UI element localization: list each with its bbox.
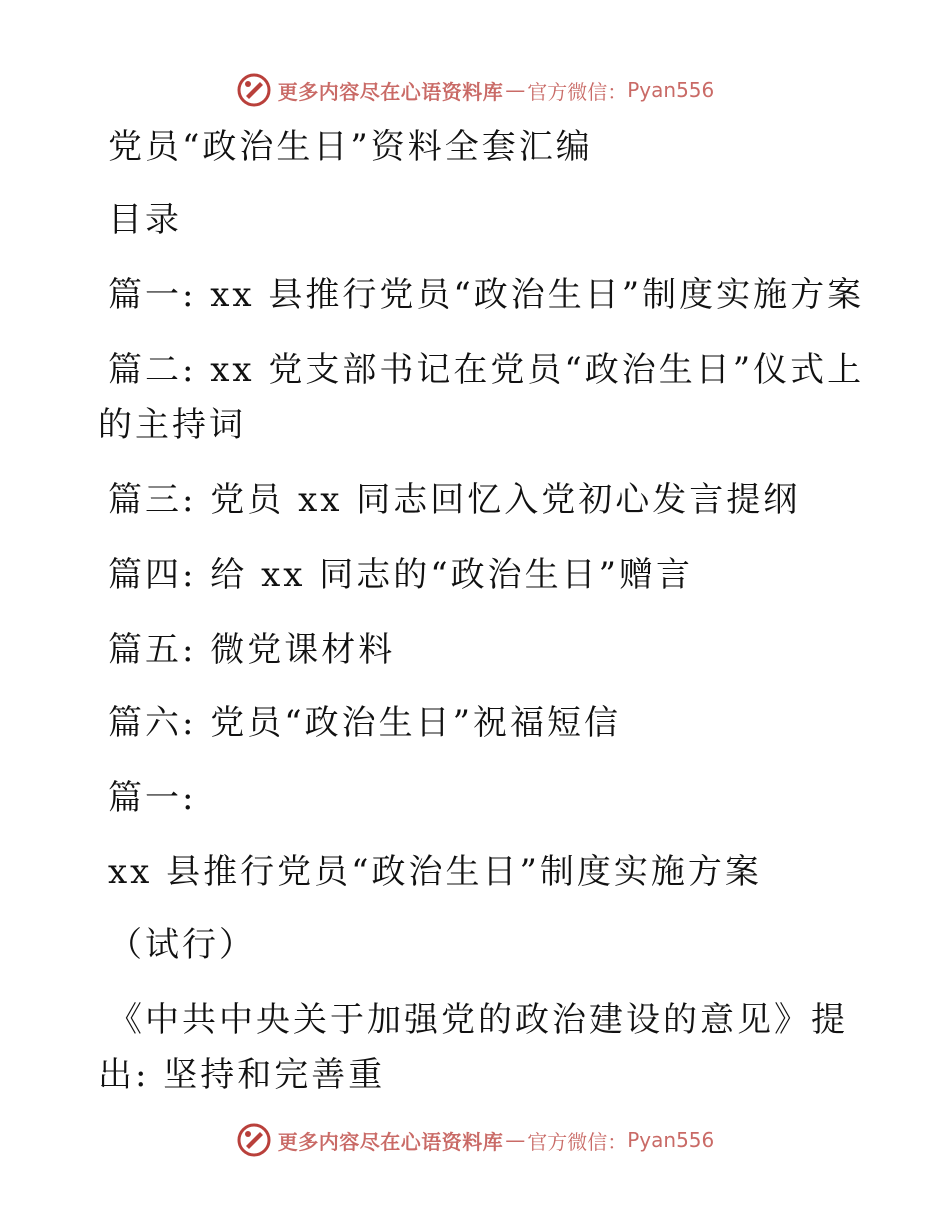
watermark-brand: 更多内容尽在心语资料库 xyxy=(277,1129,504,1154)
document-title: 党员“政治生日”资料全套汇编 xyxy=(108,127,593,167)
toc-item-3: 篇三: 党员 xx 同志回忆入党初心发言提纲 xyxy=(108,480,801,520)
toc-item-2-continued: 的主持词 xyxy=(98,405,246,445)
watermark-wechat-id: Pyan556 xyxy=(627,1128,715,1152)
body-paragraph-line-1: 《中共中央关于加强党的政治建设的意见》提 xyxy=(108,1000,848,1040)
footer-watermark xyxy=(0,1120,950,1160)
toc-item-4: 篇四: 给 xx 同志的“政治生日”赠言 xyxy=(108,555,693,595)
watermark-label: 官方微信： xyxy=(527,79,628,104)
watermark-separator: — xyxy=(505,78,526,102)
watermark-brand: 更多内容尽在心语资料库 xyxy=(277,79,504,104)
section-subtitle: （试行） xyxy=(108,925,256,965)
toc-item-1: 篇一: xx 县推行党员“政治生日”制度实施方案 xyxy=(108,275,865,315)
body-paragraph-line-2: 出: 坚持和完善重 xyxy=(98,1055,386,1095)
watermark-label: 官方微信： xyxy=(527,1129,628,1154)
toc-item-5: 篇五: 微党课材料 xyxy=(108,630,396,670)
brand-logo-icon xyxy=(236,72,272,108)
watermark-separator: — xyxy=(505,1128,526,1152)
section-title: xx 县推行党员“政治生日”制度实施方案 xyxy=(108,852,762,892)
toc-item-6: 篇六: 党员“政治生日”祝福短信 xyxy=(108,703,622,743)
watermark-wechat-id: Pyan556 xyxy=(627,78,715,102)
header-watermark xyxy=(0,70,950,110)
toc-heading: 目录 xyxy=(108,200,182,240)
toc-item-2: 篇二: xx 党支部书记在党员“政治生日”仪式上 xyxy=(108,350,865,390)
brand-logo-icon xyxy=(236,1122,272,1158)
section-label: 篇一: xyxy=(108,778,197,818)
